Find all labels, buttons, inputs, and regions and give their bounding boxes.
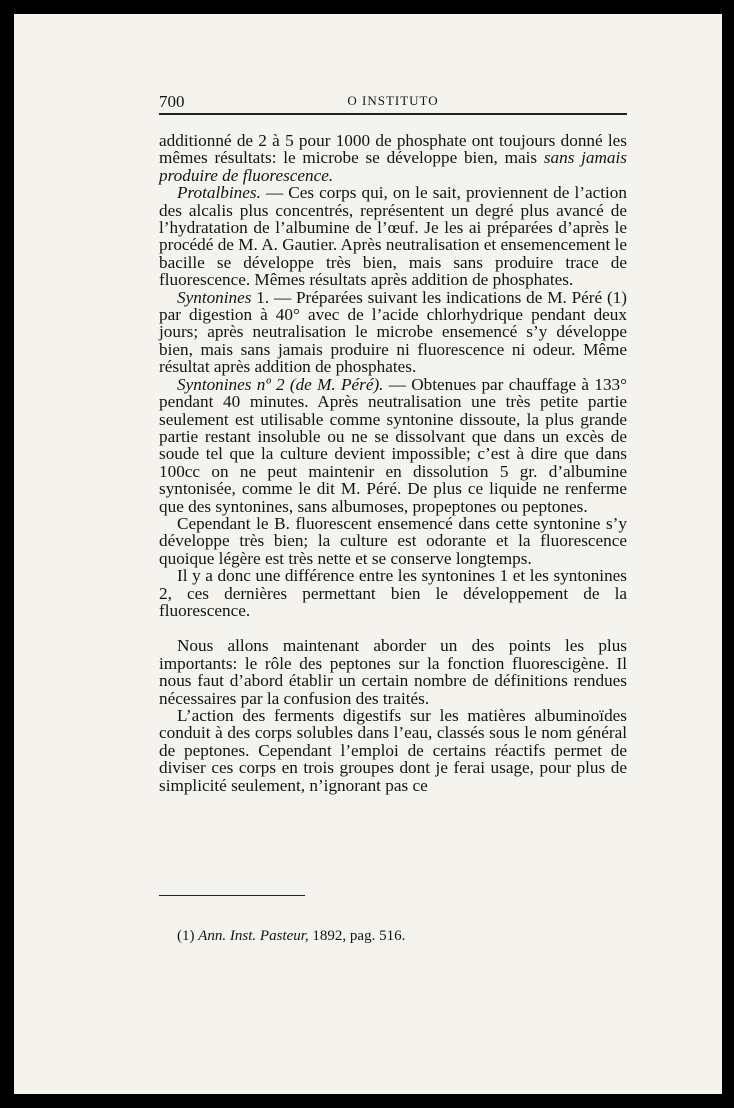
footnote-source: Ann. Inst. Pasteur, [198, 928, 309, 944]
footnote [177, 928, 405, 945]
paragraph-cependant [159, 515, 627, 567]
paragraph-lead: Protalbines. [177, 183, 261, 203]
paragraph-peptones-intro [159, 637, 627, 707]
paragraph-italic-tail: sans jamais produire de fluorescence. [159, 148, 627, 185]
paragraph-continuation [159, 132, 627, 184]
paragraph-syntonines-2 [159, 376, 627, 515]
footnote-rest: 1892, pag. 516. [308, 928, 406, 944]
footnote-marker: (1) [177, 928, 195, 944]
paragraph-difference [159, 567, 627, 619]
paragraph-text: Cependant le B. fluorescent ensemencé dans cette syntonine s’y développe très bien; la culture est odorante et la fluorescence quoique légère est très nette et se conserve longtemps. [159, 513, 627, 568]
book-page [14, 14, 722, 1094]
page-number: 700 [159, 92, 185, 111]
running-title: O INSTITUTO [347, 93, 439, 108]
paragraph-text: Il y a donc une différence entre les syntonines 1 et les syntonines 2, ces dernières permettant bien le développement de la fluorescence. [159, 566, 627, 620]
paragraph-text: additionné de 2 à 5 pour 1000 de phosphate ont toujours donné les mêmes résultats: le microbe se développe bien, mais [159, 131, 627, 168]
footnote-rule [159, 895, 305, 896]
paragraph-text: — Ces corps qui, on le sait, proviennent de l’action des alcalis plus concentrés, représentent un degré plus avancé de l’hydratation de l’albumine de l’œuf. Je les ai préparées d’après le procédé de M. A. Gautier. Après neutralisation et ensemencement le bacille se développe très bien, mais sans produire trace de fluorescence. Mêmes résultats après addition de phosphates. [159, 183, 627, 290]
paragraph-text: 1. — Préparées suivant les indications de M. Péré (1) par digestion à 40° avec de l’acide chlorhydrique pendant deux jours; après neutralisation le microbe ensemencé s’y développe bien, mais sans jamais produire ni fluorescence ni odeur. Même résultat après addition de phosphates. [159, 287, 627, 377]
paragraph-syntonines-1 [159, 289, 627, 376]
paragraph-ferments [159, 707, 627, 794]
page-header [159, 92, 627, 112]
paragraph-lead: Syntonines [177, 287, 252, 307]
paragraph-text: Nous allons maintenant aborder un des points les plus importants: le rôle des peptones sur la fonction fluorescigène. Il nous faut d’abord établir un certain nombre de définitions rendues nécessaires par la confusion des traités. [159, 636, 627, 708]
paragraph-text: L’action des ferments digestifs sur les matières albuminoïdes conduit à des corps solubles dans l’eau, classés sous le nom général de peptones. Cependant l’emploi de certains réactifs permet de diviser ces corps en trois groupes dont je ferai usage, pour plus de simplicité seulement, n’ignorant pas ce [159, 706, 627, 795]
body-text [159, 132, 627, 794]
paragraph-protalbines [159, 184, 627, 288]
paragraph-text: — Obtenues par chauffage à 133° pendant 40 minutes. Après neutralisation une très petite partie seulement est utilisable comme syntonine dissoute, la plus grande partie restant insoluble ou ne se dissolvant que dans un excès de soude tel que la culture devient impossible; c’est à dire que dans 100cc on ne peut maintenir en dissolution 5 gr. d’albumine syntonisée, comme le dit M. Péré. De plus ce liquide ne renferme que des syntonines, sans albumoses, propeptones ou peptones. [159, 374, 628, 516]
header-rule [159, 113, 627, 115]
paragraph-lead: Syntonines nº 2 (de M. Péré). [177, 374, 384, 394]
